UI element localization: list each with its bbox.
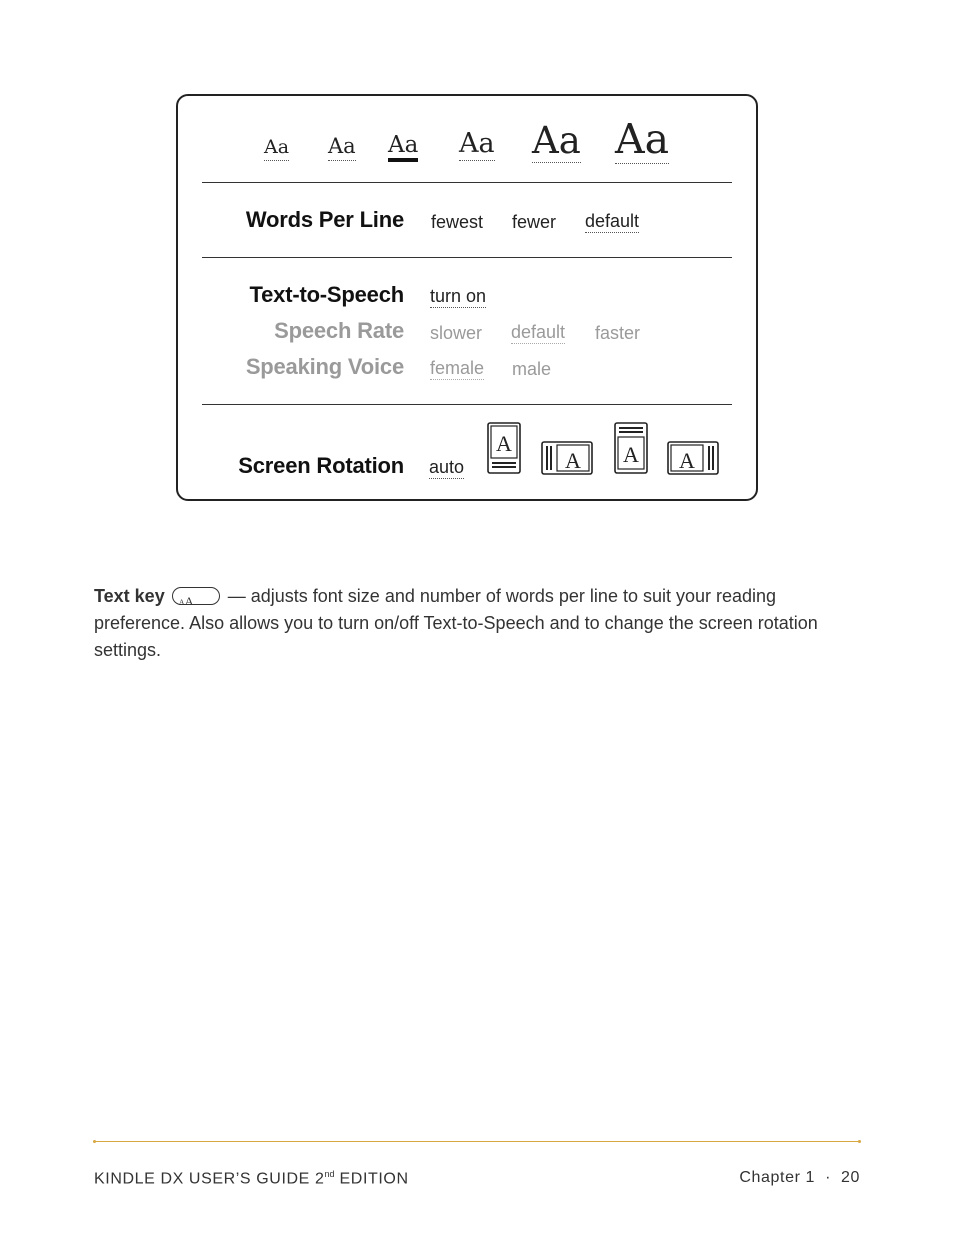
speaking-voice-female: female	[430, 358, 485, 378]
rotation-portrait-inverted-icon[interactable]	[614, 422, 648, 474]
chapter-label: Chapter 1	[739, 1169, 816, 1186]
words-per-line-fewest[interactable]: fewest	[431, 212, 484, 232]
rotation-glyph: A	[496, 431, 512, 456]
page-number: 20	[841, 1169, 860, 1186]
rotation-landscape-left-icon[interactable]	[541, 441, 593, 475]
footer-rule	[94, 1141, 860, 1142]
guide-title-text: KINDLE DX USER’S GUIDE 2	[94, 1170, 325, 1188]
text-key-label: Text key	[94, 586, 165, 606]
guide-title-sup: nd	[324, 1169, 335, 1179]
rotation-glyph: A	[565, 448, 581, 473]
speaking-voice-male: male	[512, 359, 552, 379]
rotation-glyph: A	[679, 448, 695, 473]
text-settings-panel	[176, 94, 758, 501]
words-per-line-default[interactable]: default	[585, 211, 640, 231]
rotation-glyph: A	[623, 442, 639, 467]
text-key-icon	[172, 587, 220, 608]
footer-guide-title	[94, 1169, 409, 1188]
guide-title-suffix: EDITION	[334, 1170, 409, 1188]
font-size-row	[178, 96, 756, 182]
screen-rotation-label: Screen Rotation	[238, 453, 404, 478]
text-to-speech-turn-on[interactable]: turn on	[430, 286, 487, 306]
words-per-line-fewer[interactable]: fewer	[512, 212, 557, 232]
speaking-voice-label: Speaking Voice	[245, 354, 404, 379]
words-per-line-label: Words Per Line	[245, 207, 404, 232]
font-size-option-6[interactable]: Aa	[615, 115, 670, 163]
rotation-landscape-right-icon[interactable]	[667, 441, 719, 475]
divider	[202, 404, 732, 405]
font-size-option-1[interactable]: Aa	[264, 138, 289, 161]
text-key-description	[94, 583, 864, 664]
speech-rate-faster: faster	[595, 323, 641, 343]
font-size-option-4[interactable]: Aa	[459, 128, 495, 159]
text-key-description-text: — adjusts font size and number of words per line to suit your reading preference. Also allows you to turn on/off Text-to-Speech and to change the screen rotation settings.	[94, 586, 818, 660]
speech-rate-default: default	[511, 322, 566, 342]
font-size-option-3-selected[interactable]: Aa	[388, 134, 418, 162]
font-size-option-5[interactable]: Aa	[532, 119, 581, 162]
rotation-portrait-icon[interactable]	[487, 422, 521, 474]
screen-rotation-auto[interactable]: auto	[429, 457, 465, 477]
speech-rate-label: Speech Rate	[274, 318, 404, 343]
font-size-option-2[interactable]: Aa	[328, 136, 356, 161]
footer-separator: ·	[825, 1169, 831, 1186]
text-to-speech-label: Text-to-Speech	[249, 282, 404, 307]
text-key-icon-letter: A	[184, 594, 194, 608]
divider	[202, 257, 732, 258]
footer-page-info	[739, 1169, 860, 1187]
text-key-icon-small-letter: A	[178, 598, 185, 607]
speech-rate-slower: slower	[430, 323, 483, 343]
divider	[202, 182, 732, 183]
